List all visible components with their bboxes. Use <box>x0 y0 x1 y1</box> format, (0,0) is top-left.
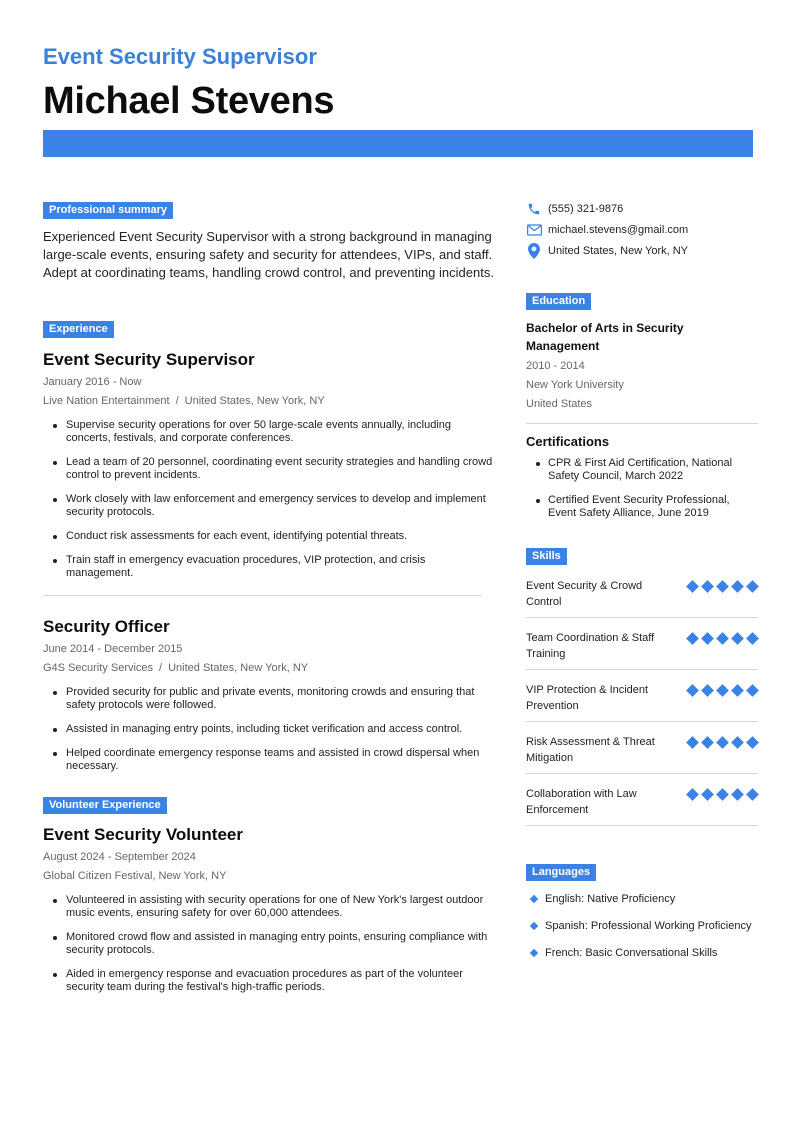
list-item: Train staff in emergency evacuation procedures, VIP protection, and crisis management. <box>43 554 495 580</box>
email-text[interactable]: michael.stevens@gmail.com <box>548 223 689 236</box>
contact-block <box>526 198 758 261</box>
skills-tag: Skills <box>526 548 567 565</box>
skill-rating <box>687 630 758 644</box>
rating-diamond-icon <box>686 736 699 749</box>
language-item <box>526 939 758 966</box>
rating-diamond-icon <box>746 580 759 593</box>
rating-diamond-icon <box>731 736 744 749</box>
job-title: Event Security Supervisor <box>43 350 255 369</box>
skill-rating <box>687 786 758 800</box>
job-company-line <box>43 659 495 678</box>
languages-list <box>526 885 758 966</box>
job-bullets <box>43 419 495 580</box>
education-country: United States <box>526 398 593 410</box>
contact-email <box>526 219 758 240</box>
skill-name: Team Coordination & Staff Training <box>526 632 655 660</box>
list-item: Lead a team of 20 personnel, coordinating event security strategies and handling crowd control to prevent incidents. <box>43 456 495 482</box>
skill-rating <box>687 734 758 748</box>
diamond-bullet-icon <box>530 921 538 929</box>
rating-diamond-icon <box>686 632 699 645</box>
header-job-title: Event Security Supervisor <box>43 44 317 69</box>
rating-diamond-icon <box>746 736 759 749</box>
skill-name: Risk Assessment & Threat Mitigation <box>526 736 655 764</box>
map-pin-icon <box>526 243 542 259</box>
skill-row <box>526 566 758 618</box>
job-dates: January 2016 - Now <box>43 376 142 388</box>
separator: / <box>159 662 163 674</box>
skill-rating <box>687 682 758 696</box>
language-text: French: Basic Conversational Skills <box>545 946 718 959</box>
skill-row <box>526 670 758 722</box>
contact-location <box>526 240 758 261</box>
rating-diamond-icon <box>731 632 744 645</box>
list-item: Aided in emergency response and evacuation procedures as part of the volunteer security team during the festival's high-traffic periods. <box>43 968 495 994</box>
rating-diamond-icon <box>701 580 714 593</box>
list-item: Helped coordinate emergency response teams and assisted in crowd dispersal when necessary. <box>43 747 495 773</box>
job-entry <box>43 350 495 580</box>
rating-diamond-icon <box>716 632 729 645</box>
languages-tag: Languages <box>526 864 596 881</box>
job-title: Security Officer <box>43 617 170 636</box>
rating-diamond-icon <box>731 684 744 697</box>
skill-row <box>526 774 758 826</box>
volunteer-section <box>43 795 495 994</box>
phone-icon <box>526 201 542 217</box>
rating-diamond-icon <box>701 788 714 801</box>
job-dates: June 2014 - December 2015 <box>43 643 183 655</box>
job-entry <box>43 617 495 773</box>
education-school: New York University <box>526 379 624 391</box>
job-bullets <box>43 686 495 773</box>
volunteer-title: Event Security Volunteer <box>43 825 243 844</box>
rating-diamond-icon <box>746 632 759 645</box>
diamond-bullet-icon <box>530 894 538 902</box>
rating-diamond-icon <box>701 736 714 749</box>
language-item <box>526 912 758 939</box>
rating-diamond-icon <box>686 788 699 801</box>
list-item: Provided security for public and private events, monitoring crowds and ensuring that safety protocols were followed. <box>43 686 495 712</box>
location-text: United States, New York, NY <box>548 244 689 257</box>
job-location: United States, New York, NY <box>168 662 309 674</box>
skills-list <box>526 566 758 826</box>
language-text: Spanish: Professional Working Proficiency <box>545 919 752 932</box>
separator: / <box>175 395 179 407</box>
language-text: English: Native Proficiency <box>545 892 676 905</box>
certifications-title: Certifications <box>526 434 610 449</box>
rating-diamond-icon <box>701 684 714 697</box>
volunteer-bullets <box>43 894 495 994</box>
skill-name: Collaboration with Law Enforcement <box>526 788 637 816</box>
job-company: Live Nation Entertainment <box>43 395 170 407</box>
rating-diamond-icon <box>731 580 744 593</box>
diamond-bullet-icon <box>530 948 538 956</box>
list-item: Certified Event Security Professional, Event Safety Alliance, June 2019 <box>526 494 758 520</box>
education-degree: Bachelor of Arts in Security Management <box>526 321 684 353</box>
skill-name: VIP Protection & Incident Prevention <box>526 684 649 712</box>
rating-diamond-icon <box>716 580 729 593</box>
skill-name: Event Security & Crowd Control <box>526 580 643 608</box>
rating-diamond-icon <box>686 580 699 593</box>
certifications-list <box>526 457 758 520</box>
rating-diamond-icon <box>716 788 729 801</box>
section-divider <box>526 423 758 424</box>
volunteer-org: Global Citizen Festival, New York, NY <box>43 870 227 882</box>
education-years: 2010 - 2014 <box>526 360 585 372</box>
job-company: G4S Security Services <box>43 662 154 674</box>
volunteer-dates: August 2024 - September 2024 <box>43 851 196 863</box>
experience-section <box>43 319 495 773</box>
certifications-section <box>526 434 758 520</box>
section-divider <box>43 595 482 596</box>
phone-text[interactable]: (555) 321-9876 <box>548 202 624 215</box>
list-item: Supervise security operations for over 50 large-scale events annually, including concerts, festivals, and corporate conferences. <box>43 419 495 445</box>
main-column <box>43 200 495 1005</box>
sidebar-column <box>526 200 758 966</box>
contact-phone <box>526 198 758 219</box>
job-location: United States, New York, NY <box>184 395 325 407</box>
skill-row <box>526 618 758 670</box>
list-item: Conduct risk assessments for each event, identifying potential threats. <box>43 530 495 543</box>
rating-diamond-icon <box>731 788 744 801</box>
skills-section <box>526 546 758 826</box>
languages-section <box>526 862 758 966</box>
list-item: Assisted in managing entry points, including ticket verification and access control. <box>43 723 495 736</box>
summary-text: Experienced Event Security Supervisor with a strong background in managing large-scale events, ensuring safety and security for attendees, VIPs, and staff. Adept at coordinating teams, handling crowd control, and preventing incidents. <box>43 229 494 280</box>
experience-tag: Experience <box>43 321 114 338</box>
header-banner <box>43 130 753 157</box>
rating-diamond-icon <box>716 684 729 697</box>
summary-tag: Professional summary <box>43 202 173 219</box>
skill-rating <box>687 578 758 592</box>
rating-diamond-icon <box>701 632 714 645</box>
skill-row <box>526 722 758 774</box>
list-item: Monitored crowd flow and assisted in managing entry points, ensuring compliance with security protocols. <box>43 931 495 957</box>
candidate-name: Michael Stevens <box>43 80 335 122</box>
summary-section <box>43 200 495 282</box>
envelope-icon <box>526 222 542 238</box>
list-item: Work closely with law enforcement and emergency services to develop and implement security protocols. <box>43 493 495 519</box>
language-item <box>526 885 758 912</box>
job-company-line <box>43 392 495 411</box>
rating-diamond-icon <box>686 684 699 697</box>
volunteer-tag: Volunteer Experience <box>43 797 167 814</box>
list-item: Volunteered in assisting with security operations for one of New York's largest outdoor music events, ensuring safety for over 60,000 attendees. <box>43 894 495 920</box>
list-item: CPR & First Aid Certification, National Safety Council, March 2022 <box>526 457 758 483</box>
education-tag: Education <box>526 293 591 310</box>
rating-diamond-icon <box>716 736 729 749</box>
rating-diamond-icon <box>746 788 759 801</box>
rating-diamond-icon <box>746 684 759 697</box>
education-section <box>526 291 758 414</box>
